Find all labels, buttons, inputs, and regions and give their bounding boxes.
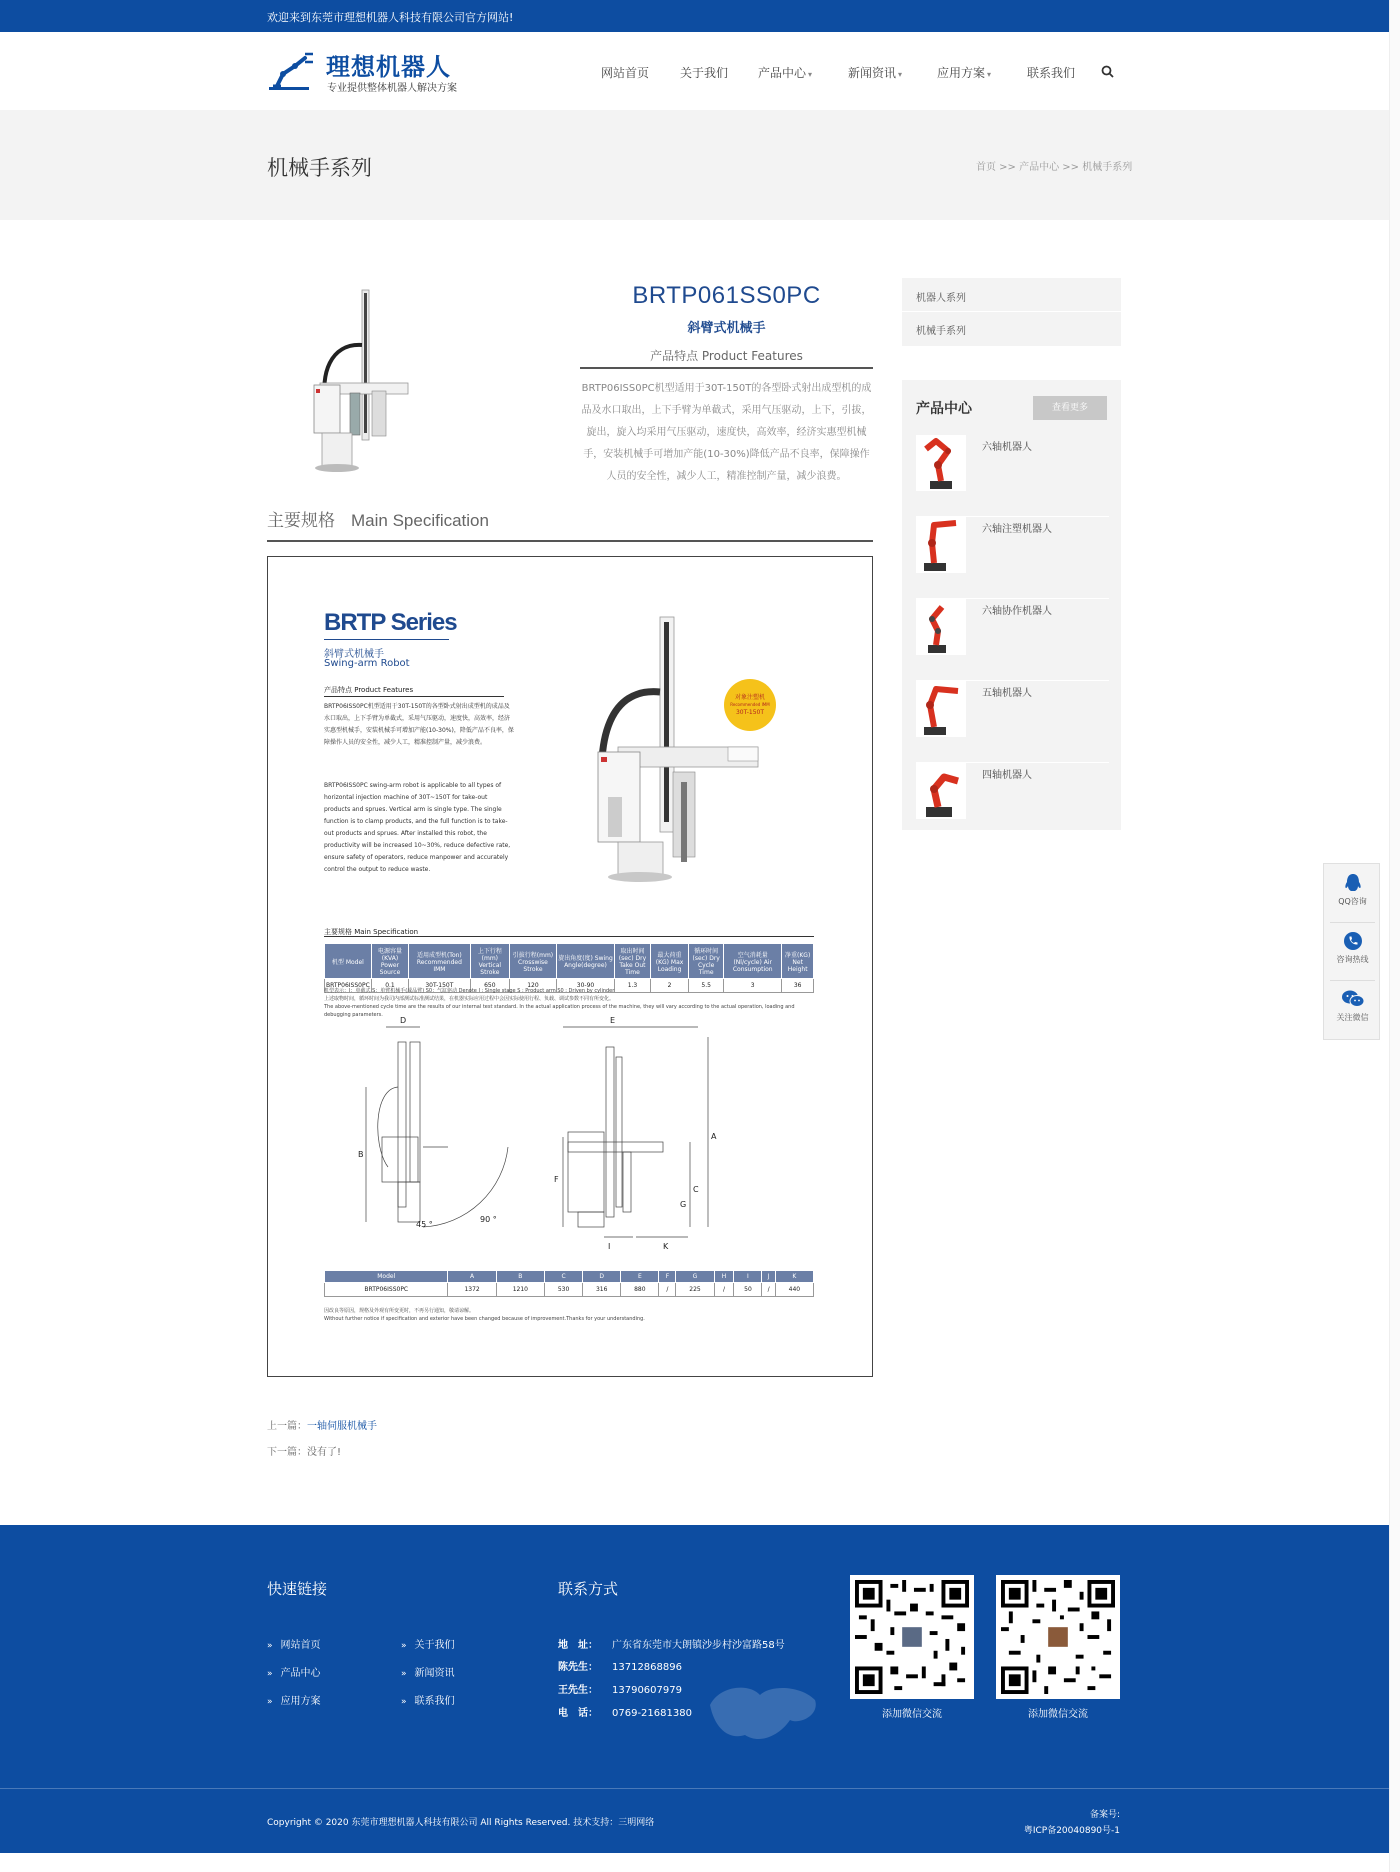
footer-link-label: 应用方案 bbox=[280, 1696, 321, 1707]
footer-link-products[interactable] bbox=[267, 1664, 321, 1679]
chevron-down-icon: ▾ bbox=[808, 70, 813, 79]
nav-products-label: 产品中心 bbox=[758, 66, 807, 80]
sidebar-product-item[interactable] bbox=[916, 435, 1109, 517]
dim-K: K bbox=[663, 1242, 669, 1251]
contact-key: 王先生： bbox=[558, 1685, 598, 1696]
table-header: 循环时间(sec) Dry Cycle Time bbox=[689, 944, 724, 979]
footer-link-solutions[interactable] bbox=[267, 1692, 321, 1707]
site-footer bbox=[0, 1525, 1389, 1853]
sidebar-item-manipulator-series[interactable]: 机械手系列 bbox=[916, 326, 966, 337]
badge-line-2: Recommended IMM bbox=[730, 702, 770, 707]
nav-news-label: 新闻资讯 bbox=[848, 66, 897, 80]
features-divider bbox=[580, 367, 873, 369]
prev-article-link[interactable]: 一轴伺服机械手 bbox=[307, 1421, 377, 1432]
dim-E: E bbox=[610, 1016, 616, 1025]
table-cell: BRTP06ISS0PC bbox=[325, 1283, 448, 1297]
dim-F: F bbox=[554, 1175, 559, 1184]
wechat-label: 关注微信 bbox=[1336, 1013, 1369, 1022]
table-header: G bbox=[676, 1271, 714, 1283]
sidebar-product-item[interactable] bbox=[916, 517, 1109, 599]
table-cell: 30T-150T bbox=[409, 979, 470, 993]
prev-article bbox=[267, 1417, 377, 1432]
footer-link-label: 联系我们 bbox=[414, 1696, 455, 1707]
features-label: 产品特点 Product Features bbox=[650, 349, 803, 363]
double-chevron-right-icon: » bbox=[267, 1669, 273, 1679]
prev-label: 上一篇： bbox=[267, 1421, 307, 1432]
spec-sheet-image bbox=[267, 556, 873, 1377]
badge-line-3: 30T-150T bbox=[735, 709, 765, 716]
product-thumbnail bbox=[916, 517, 966, 573]
table-cell: 530 bbox=[544, 1283, 582, 1297]
spec-heading-cn: 主要规格 bbox=[267, 511, 335, 531]
sheet-cn-subtitle: 斜臂式机械手 bbox=[324, 649, 384, 660]
sheet-spec-table bbox=[324, 943, 814, 993]
product-name: 六轴机器人 bbox=[982, 442, 1032, 453]
footer-links-title: 快速链接 bbox=[267, 1580, 328, 1598]
table-header: K bbox=[775, 1271, 813, 1283]
nav-about[interactable]: 关于我们 bbox=[680, 66, 729, 80]
icp-number[interactable]: 粤ICP备20040890号-1 bbox=[1023, 1826, 1120, 1836]
sheet-dimension-drawing bbox=[358, 1016, 818, 1257]
table-cell: 880 bbox=[621, 1283, 659, 1297]
contact-phone bbox=[558, 1704, 692, 1719]
table-header: 旋出角度(度) Swing Angle(degree) bbox=[556, 944, 614, 979]
footer-link-label: 网站首页 bbox=[280, 1640, 321, 1651]
qq-icon bbox=[1342, 872, 1364, 894]
table-cell: 120 bbox=[510, 979, 557, 993]
wechat-qr-code-1 bbox=[850, 1575, 974, 1699]
features-text: BRTP06ISS0PC机型适用于30T-150T的各型卧式射出成型机的成品及水口取出，上下手臂为单截式，采用气压驱动，上下，引拔，旋出，旋入均采用气压驱动，速度快，高效率，经济实惠型机械手，安装机械手可增加产能(10-30%)降低产品不良率，保障操作人员的安全性，减少人工，精准控制产量，减少浪费。 bbox=[581, 383, 872, 482]
table-header: J bbox=[762, 1271, 775, 1283]
product-subtitle: 斜臂式机械手 bbox=[687, 321, 766, 336]
welcome-text: 欢迎来到东莞市理想机器人科技有限公司官方网站! bbox=[267, 11, 514, 24]
dim-D: D bbox=[400, 1016, 407, 1025]
table-header: A bbox=[448, 1271, 496, 1283]
table-cell: 316 bbox=[583, 1283, 621, 1297]
table-header: C bbox=[544, 1271, 582, 1283]
sheet-spec-label: 主要规格 Main Specification bbox=[324, 928, 419, 936]
sidebar-product-center bbox=[902, 380, 1121, 830]
logo-subtitle: 专业提供整体机器人解决方案 bbox=[327, 83, 457, 94]
sidebar-category-menu bbox=[902, 278, 1121, 346]
search-icon[interactable] bbox=[1100, 64, 1116, 80]
table-cell: / bbox=[762, 1283, 775, 1297]
table-cell: 1.3 bbox=[615, 979, 651, 993]
top-welcome-bar bbox=[0, 0, 1389, 32]
icp-label: 备案号: bbox=[1089, 1810, 1120, 1820]
robot-arm-logo-icon[interactable] bbox=[267, 50, 317, 92]
dim-C: C bbox=[693, 1185, 699, 1194]
table-cell: 36 bbox=[782, 979, 814, 993]
nav-products[interactable] bbox=[758, 64, 812, 81]
sidebar-product-item[interactable] bbox=[916, 681, 1109, 763]
table-header: I bbox=[734, 1271, 762, 1283]
table-header: B bbox=[496, 1271, 544, 1283]
contact-value: 0769-21681380 bbox=[612, 1708, 692, 1719]
sheet-note-2: 上述取物时间，循环时间为我司内部测试标准测试结果，在机器实际应用过程中会因实际使用行程、负载、调试参数不同有所变化。 bbox=[324, 996, 615, 1002]
badge-line-1: 对象注塑机 bbox=[734, 694, 765, 701]
next-article: 下一篇：没有了! bbox=[267, 1447, 342, 1458]
footer-link-contact[interactable] bbox=[401, 1692, 455, 1707]
nav-news[interactable] bbox=[848, 64, 902, 81]
spec-heading bbox=[267, 506, 489, 531]
table-cell: 225 bbox=[676, 1283, 714, 1297]
product-thumbnail bbox=[916, 435, 966, 491]
footer-link-label: 关于我们 bbox=[414, 1640, 455, 1651]
sidebar-product-item[interactable] bbox=[916, 763, 1109, 845]
sheet-features-label: 产品特点 Product Features bbox=[324, 686, 414, 694]
table-header-row bbox=[325, 944, 814, 979]
phone-label: 咨询热线 bbox=[1336, 955, 1369, 964]
spec-divider bbox=[267, 540, 873, 542]
sheet-para-en: BRTP06ISS0PC swing-arm robot is applicable to all types of horizontal injection machine of 30T~150T for take-out products and sprues. Vertical arm is single type. The single function is to clamp products, and the full function is to take-out products and sprues. After installed this robot, the productivity will be increased 10~30%, reduce defective rate, ensure safety of operators, reduce manpower and accurately control the output to reduce waste. bbox=[324, 782, 511, 873]
contact-key: 地 址： bbox=[558, 1640, 598, 1651]
dim-90: 90 ° bbox=[480, 1215, 497, 1224]
qr-code-image bbox=[855, 1580, 969, 1694]
contact-address bbox=[558, 1636, 785, 1651]
sheet-recommended-imm-badge bbox=[724, 679, 776, 731]
table-cell: / bbox=[714, 1283, 734, 1297]
product-name: 六轴协作机器人 bbox=[982, 606, 1052, 617]
wechat-follow-button[interactable] bbox=[1324, 988, 1381, 1023]
float-divider bbox=[1330, 980, 1375, 981]
page-banner bbox=[0, 110, 1389, 220]
qr-code-image bbox=[1001, 1580, 1115, 1694]
chevron-down-icon: ▾ bbox=[987, 70, 992, 79]
table-header: 取出时间(sec) Dry Take Out Time bbox=[615, 944, 651, 979]
sheet-features-divider bbox=[324, 696, 504, 697]
footer-divider bbox=[0, 1788, 1389, 1789]
page-title: 机械手系列 bbox=[267, 156, 372, 180]
sidebar-item-robot-series[interactable]: 机器人系列 bbox=[916, 293, 966, 304]
double-chevron-right-icon: » bbox=[401, 1669, 407, 1679]
footer-link-home[interactable] bbox=[267, 1636, 321, 1651]
table-cell: 50 bbox=[734, 1283, 762, 1297]
table-cell: 1372 bbox=[448, 1283, 496, 1297]
nav-home[interactable]: 网站首页 bbox=[601, 66, 650, 80]
table-cell: 440 bbox=[775, 1283, 813, 1297]
contact-value: 13790607979 bbox=[612, 1685, 682, 1696]
dim-B: B bbox=[358, 1150, 364, 1159]
sheet-dimension-table bbox=[324, 1270, 814, 1297]
wechat-icon bbox=[1341, 988, 1365, 1010]
table-row bbox=[325, 1283, 814, 1297]
world-map-decoration bbox=[700, 1675, 830, 1755]
table-header: D bbox=[583, 1271, 621, 1283]
table-cell: 3 bbox=[724, 979, 782, 993]
contact-key: 电 话： bbox=[558, 1708, 598, 1719]
footer-contact-title: 联系方式 bbox=[558, 1580, 619, 1598]
contact-chen bbox=[558, 1658, 682, 1673]
sidebar-divider bbox=[902, 311, 1121, 312]
product-image bbox=[290, 285, 440, 475]
nav-contact[interactable]: 联系我们 bbox=[1027, 66, 1076, 80]
nav-solutions-label: 应用方案 bbox=[937, 66, 986, 80]
table-cell: 5.5 bbox=[689, 979, 724, 993]
product-name: 四轴机器人 bbox=[982, 770, 1032, 781]
table-header: 机型 Model bbox=[325, 944, 372, 979]
phone-icon bbox=[1342, 930, 1364, 952]
double-chevron-right-icon: » bbox=[401, 1641, 407, 1651]
table-header: 上下行程(mm) Vertical Stroke bbox=[470, 944, 509, 979]
nav-solutions[interactable] bbox=[937, 64, 991, 81]
contact-key: 陈先生： bbox=[558, 1662, 598, 1673]
product-name: 五轴机器人 bbox=[982, 688, 1032, 699]
sheet-series-title: BRTP Series bbox=[324, 609, 457, 636]
footer-link-label: 产品中心 bbox=[280, 1668, 321, 1679]
table-header: F bbox=[659, 1271, 676, 1283]
float-divider bbox=[1330, 922, 1375, 923]
sheet-note-4: 因改良等原因，规格及外观有所变更时，不再另行通知，敬请谅解。 bbox=[324, 1308, 475, 1314]
double-chevron-right-icon: » bbox=[267, 1641, 273, 1651]
table-header: 净重(KG) Net Height bbox=[782, 944, 814, 979]
table-header: H bbox=[714, 1271, 734, 1283]
table-header: 适用成型机(Ton) Recommended IMM bbox=[409, 944, 470, 979]
spec-heading-en: Main Specification bbox=[351, 511, 489, 530]
qr-caption-1: 添加微信交流 bbox=[882, 1709, 942, 1720]
chevron-down-icon: ▾ bbox=[898, 70, 903, 79]
table-cell: 0.1 bbox=[371, 979, 408, 993]
table-header: 电源容量(KVA) Power Source bbox=[371, 944, 408, 979]
product-model-title: BRTP061SS0PC bbox=[632, 282, 821, 309]
product-thumbnail bbox=[916, 763, 966, 819]
double-chevron-right-icon: » bbox=[267, 1697, 273, 1707]
footer-link-news[interactable] bbox=[401, 1664, 455, 1679]
table-cell: BRTP06ISS0PC bbox=[325, 979, 372, 993]
sheet-spec-divider bbox=[324, 936, 814, 937]
table-header-row bbox=[325, 1271, 814, 1283]
table-cell: 2 bbox=[650, 979, 688, 993]
sheet-note-5: Without further notice if specification and exterior have been changed because of improvement.Thanks for your understanding. bbox=[324, 1316, 645, 1322]
product-thumbnail bbox=[916, 681, 966, 737]
wechat-qr-code-2 bbox=[996, 1575, 1120, 1699]
table-cell: 30-90 bbox=[556, 979, 614, 993]
dim-G: G bbox=[680, 1200, 687, 1209]
product-thumbnail bbox=[916, 599, 966, 655]
table-cell: 650 bbox=[470, 979, 509, 993]
footer-link-about[interactable] bbox=[401, 1636, 455, 1651]
breadcrumb[interactable]: 首页 >> 产品中心 >> 机械手系列 bbox=[976, 162, 1133, 173]
dim-A: A bbox=[711, 1132, 717, 1141]
qq-consult-button[interactable] bbox=[1324, 872, 1381, 907]
table-cell: / bbox=[659, 1283, 676, 1297]
double-chevron-right-icon: » bbox=[401, 1697, 407, 1707]
qr-caption-2: 添加微信交流 bbox=[1028, 1709, 1088, 1720]
dim-I: I bbox=[608, 1242, 611, 1251]
phone-consult-button[interactable] bbox=[1324, 930, 1381, 965]
sheet-en-subtitle: Swing-arm Robot bbox=[324, 658, 410, 669]
dim-45: 45 ° bbox=[416, 1220, 433, 1229]
sheet-robot-image bbox=[578, 612, 808, 882]
footer-link-label: 新闻资讯 bbox=[414, 1668, 455, 1679]
view-more-button[interactable]: 查看更多 bbox=[1033, 396, 1107, 420]
page-scrollbar[interactable] bbox=[1389, 0, 1400, 1872]
logo-title[interactable]: 理想机器人 bbox=[326, 53, 451, 81]
sheet-note-1: 机型表示：I：单截式 S：单臂机械手(成品臂) S0：气缸驱动 Denote I : Single stage S : Product arm S0 : Driven by cylinder bbox=[324, 988, 615, 994]
table-header: 引拔行程(mm) Crosswise Stroke bbox=[510, 944, 557, 979]
sidebar-products-title: 产品中心 bbox=[916, 401, 972, 417]
table-header: 最大荷重(KG) Max Loading bbox=[650, 944, 688, 979]
table-header: 空气消耗量(Nl/cycle) Air Consumption bbox=[724, 944, 782, 979]
product-name: 六轴注塑机器人 bbox=[982, 524, 1052, 535]
contact-value: 13712868896 bbox=[612, 1662, 682, 1673]
contact-value: 广东省东莞市大朗镇沙步村沙富路58号 bbox=[612, 1640, 785, 1651]
sheet-para-cn: BRTP06ISS0PC机型适用于30T-150T的各型卧式射出成型机的成品及水口取出，上下手臂为单截式，采用气压驱动，速度快，高效率，经济实惠型机械手，安装机械手可增加产能(10-30%)，降低产品不良率，保障操作人员的安全性，减少人工，精准控制产量，减少浪费。 bbox=[324, 703, 514, 746]
table-cell: 1210 bbox=[496, 1283, 544, 1297]
sheet-title-underline bbox=[324, 639, 449, 640]
table-header: E bbox=[621, 1271, 659, 1283]
sheet-note-3: The above-mentioned cycle time are the results of our internal test standard. In the actual application process of the machine, they will vary according to the actual operation, loading and debugging parameters. bbox=[324, 1004, 795, 1018]
copyright-text: Copyright © 2020 东莞市理想机器人科技有限公司 All Rights Reserved. 技术支持：三明网络 bbox=[267, 1818, 655, 1828]
table-header: Model bbox=[325, 1271, 448, 1283]
contact-wang bbox=[558, 1681, 682, 1696]
qq-label: QQ咨询 bbox=[1338, 897, 1367, 906]
floating-contact-bar bbox=[1323, 863, 1380, 1040]
sidebar-product-item[interactable] bbox=[916, 599, 1109, 681]
